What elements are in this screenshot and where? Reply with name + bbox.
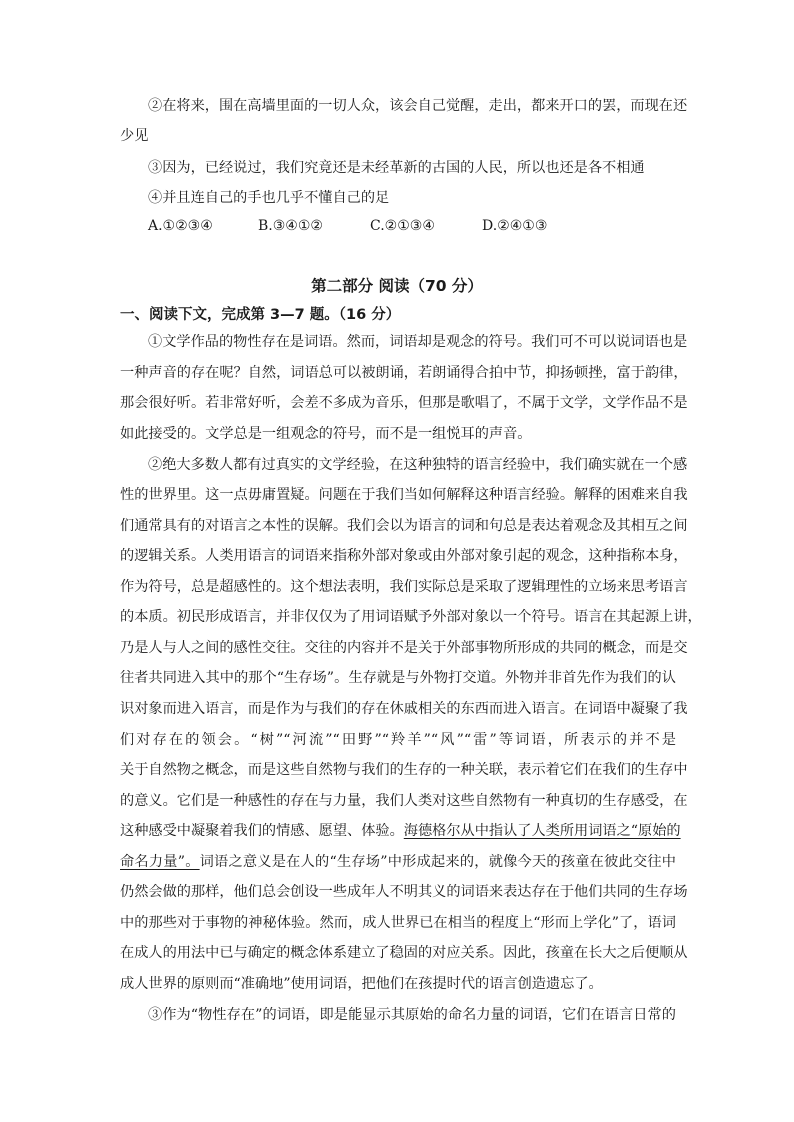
passage-p2-line-3: 们通常具有的对语言之本性的误解。我们会以为语言的词和句总是表达着观念及其相互之间: [120, 518, 688, 534]
passage-p1-line-3: 那会很好听。若非常好听，会差不多成为音乐，但那是歌唱了，不属于文学，文学作品不是: [120, 395, 688, 411]
option-d: D.②④①③: [482, 218, 548, 234]
passage-p2-line-18: 成人世界的原则而“准确地”使用词语，把他们在孩提时代的语言创造遗忘了。: [120, 976, 603, 992]
passage-p1-line-1: ①文学作品的物性存在是词语。然而，词语却是观念的符号。我们可不可以说词语也是: [148, 334, 688, 350]
passage-p2-line-4: 的逻辑关系。人类用语言的词语来指称外部对象或由外部对象引起的观念，这种指称本身，: [120, 548, 688, 564]
option-a: A.①②③④: [148, 218, 213, 234]
option-c: C.②①③④: [370, 218, 435, 234]
passage-p2-line-14: [120, 852, 676, 872]
passage-p2-line-13-plain: 这种感受中凝聚着我们的情感、愿望、体验。: [120, 823, 404, 839]
passage-p2-line-11: 关于自然物之概念，而是这些自然物与我们的生存的一种关联，表示着它们在我们的生存中: [120, 762, 688, 778]
underlined-quote-part-1: 海德格尔从中指认了人类所用词语之“原始的: [403, 823, 681, 839]
item-3: ③因为，已经说过，我们究竟还是未经革新的古国的人民，所以也还是各不相通: [148, 160, 645, 176]
passage-p1-line-4: 如此接受的。文学总是一组观念的符号，而不是一组悦耳的声音。: [120, 426, 532, 442]
passage-p3-line-1: ③作为“物性存在”的词语，即是能显示其原始的命名力量的词语，它们在语言日常的: [148, 1007, 676, 1023]
passage-p1-line-2: 一种声音的存在呢？自然，词语总可以被朗诵，若朗诵得合拍中节，抑扬顿挫，富于韵律，: [120, 365, 688, 381]
part-title: 第二部分 阅读（70 分）: [311, 277, 483, 295]
item-2-line-1: ②在将来，围在高墙里面的一切人众，该会自己觉醒，走出，都来开口的罢，而现在还: [148, 98, 688, 114]
item-4: ④并且连自己的手也几乎不懂自己的足: [148, 190, 390, 206]
passage-p2-line-9: 识对象而进入语言，而是作为与我们的存在休戚相关的东西而进入语言。在词语中凝聚了我: [120, 701, 688, 717]
passage-p2-line-5: 作为符号，总是超感性的。这个想法表明，我们实际总是采取了逻辑理性的立场来思考语言: [120, 579, 688, 595]
passage-p2-line-14-plain: 词语之意义是在人的“生存场”中形成起来的，就像今天的孩童在彼此交往中: [199, 854, 676, 870]
passage-p2-line-6: 的本质。初民形成语言，并非仅仅为了用词语赋予外部对象以一个符号。语言在其起源上讲，: [120, 609, 702, 625]
passage-p2-line-15: 仍然会做的那样，他们总会创设一些成年人不明其义的词语来表达存在于他们共同的生存场: [120, 884, 688, 900]
passage-p2-line-1: ②绝大多数人都有过真实的文学经验，在这种独特的语言经验中，我们确实就在一个感: [148, 457, 688, 473]
passage-p2-line-17: 在成人的用法中已与确定的概念体系建立了稳固的对应关系。因此，孩童在长大之后便顺从: [120, 945, 688, 961]
passage-p2-line-12: 的意义。它们是一种感性的存在与力量，我们人类对这些自然物有一种真切的生存感受，在: [120, 793, 688, 809]
option-b: B.③④①②: [258, 218, 323, 234]
section-heading: 一、阅读下文，完成第 3—7 题。（16 分）: [120, 307, 401, 323]
passage-p2-line-8: 往者共同进入其中的那个“生存场”。生存就是与外物打交道。外物并非首先作为我们的认: [120, 670, 676, 686]
passage-p2-line-13: [120, 821, 681, 841]
passage-p2-line-10: 们对存在的领会。“树”“河流”“田野”“羚羊”“风”“雷”等词语，所表示的并不是: [120, 732, 676, 748]
passage-p2-line-7: 乃是人与人之间的感性交往。交往的内容并不是关于外部事物所形成的共同的概念，而是交: [120, 640, 688, 656]
passage-p2-line-16: 中的那些对于事物的神秘体验。然而，成人世界已在相当的程度上“形而上学化”了，语词: [120, 915, 676, 931]
item-2-line-2: 少见: [120, 128, 149, 144]
passage-p2-line-2: 性的世界里。这一点毋庸置疑。问题在于我们当如何解释这种语言经验。解释的困难来自我: [120, 487, 688, 503]
underlined-quote-part-2: 命名力量”。: [120, 854, 200, 870]
